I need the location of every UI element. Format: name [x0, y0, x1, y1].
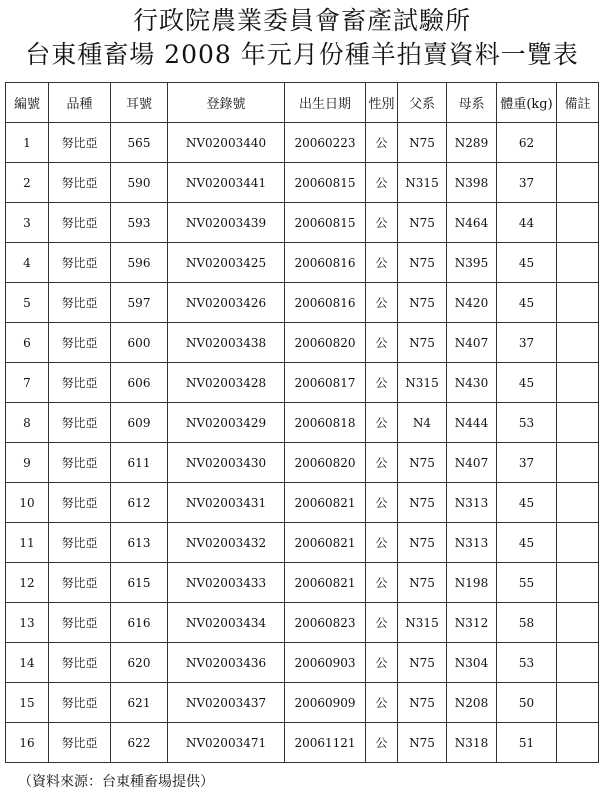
cell-number: 8	[6, 403, 49, 443]
table-row	[6, 523, 599, 563]
cell-dam: N198	[447, 563, 497, 603]
cell-sex: 公	[366, 523, 398, 563]
cell-weight: 37	[497, 323, 557, 363]
cell-number: 10	[6, 483, 49, 523]
cell-ear-tag: 606	[111, 363, 168, 403]
cell-weight: 37	[497, 443, 557, 483]
cell-weight: 45	[497, 483, 557, 523]
cell-dam: N430	[447, 363, 497, 403]
cell-number: 3	[6, 203, 49, 243]
cell-number: 14	[6, 643, 49, 683]
cell-registration: NV02003471	[168, 723, 285, 763]
cell-dam: N289	[447, 123, 497, 163]
cell-weight: 55	[497, 563, 557, 603]
col-header-number: 編號	[6, 83, 49, 123]
table-row	[6, 643, 599, 683]
cell-weight: 53	[497, 643, 557, 683]
cell-sex: 公	[366, 203, 398, 243]
cell-registration: NV02003441	[168, 163, 285, 203]
cell-number: 11	[6, 523, 49, 563]
cell-number: 1	[6, 123, 49, 163]
cell-breed: 努比亞	[49, 123, 111, 163]
cell-breed: 努比亞	[49, 243, 111, 283]
cell-sex: 公	[366, 603, 398, 643]
cell-registration: NV02003426	[168, 283, 285, 323]
cell-ear-tag: 621	[111, 683, 168, 723]
cell-birth-date: 20060223	[285, 123, 366, 163]
cell-number: 12	[6, 563, 49, 603]
cell-breed: 努比亞	[49, 163, 111, 203]
cell-number: 9	[6, 443, 49, 483]
cell-remarks	[557, 483, 599, 523]
cell-registration: NV02003440	[168, 123, 285, 163]
cell-breed: 努比亞	[49, 723, 111, 763]
table-row	[6, 363, 599, 403]
col-header-ear-tag: 耳號	[111, 83, 168, 123]
cell-sex: 公	[366, 163, 398, 203]
cell-birth-date: 20060820	[285, 323, 366, 363]
cell-dam: N208	[447, 683, 497, 723]
cell-sex: 公	[366, 403, 398, 443]
cell-breed: 努比亞	[49, 323, 111, 363]
cell-birth-date: 20060903	[285, 643, 366, 683]
table-row	[6, 603, 599, 643]
cell-registration: NV02003434	[168, 603, 285, 643]
cell-dam: N313	[447, 523, 497, 563]
cell-registration: NV02003432	[168, 523, 285, 563]
cell-sire: N315	[398, 363, 447, 403]
cell-sex: 公	[366, 363, 398, 403]
cell-breed: 努比亞	[49, 403, 111, 443]
cell-dam: N464	[447, 203, 497, 243]
cell-dam: N312	[447, 603, 497, 643]
cell-breed: 努比亞	[49, 603, 111, 643]
cell-remarks	[557, 323, 599, 363]
cell-breed: 努比亞	[49, 483, 111, 523]
cell-dam: N420	[447, 283, 497, 323]
table-row	[6, 403, 599, 443]
header-row	[6, 83, 599, 123]
table-row	[6, 163, 599, 203]
document-title: 行政院農業委員會畜產試驗所	[132, 6, 471, 35]
cell-sex: 公	[366, 123, 398, 163]
col-header-sex: 性別	[366, 83, 398, 123]
cell-breed: 努比亞	[49, 203, 111, 243]
cell-number: 13	[6, 603, 49, 643]
cell-breed: 努比亞	[49, 523, 111, 563]
col-header-registration: 登錄號	[168, 83, 285, 123]
cell-remarks	[557, 163, 599, 203]
cell-birth-date: 20061121	[285, 723, 366, 763]
cell-registration: NV02003437	[168, 683, 285, 723]
col-header-breed: 品種	[49, 83, 111, 123]
cell-remarks	[557, 283, 599, 323]
cell-registration: NV02003431	[168, 483, 285, 523]
cell-ear-tag: 600	[111, 323, 168, 363]
cell-ear-tag: 613	[111, 523, 168, 563]
col-header-birth-date: 出生日期	[285, 83, 366, 123]
table-row	[6, 243, 599, 283]
table-row	[6, 483, 599, 523]
cell-registration: NV02003428	[168, 363, 285, 403]
col-header-dam: 母系	[447, 83, 497, 123]
cell-sire: N75	[398, 323, 447, 363]
cell-remarks	[557, 683, 599, 723]
cell-breed: 努比亞	[49, 683, 111, 723]
cell-weight: 45	[497, 283, 557, 323]
document-subtitle: 台東種畜場 2008 年元月份種羊拍賣資料一覽表	[25, 40, 579, 69]
cell-number: 6	[6, 323, 49, 363]
source-footnote: （資料來源：台東種畜場提供）	[18, 774, 214, 790]
cell-sex: 公	[366, 323, 398, 363]
cell-dam: N407	[447, 323, 497, 363]
cell-weight: 45	[497, 523, 557, 563]
col-header-sire: 父系	[398, 83, 447, 123]
table-row	[6, 683, 599, 723]
cell-birth-date: 20060909	[285, 683, 366, 723]
cell-sire: N75	[398, 643, 447, 683]
cell-birth-date: 20060815	[285, 203, 366, 243]
cell-dam: N395	[447, 243, 497, 283]
cell-ear-tag: 615	[111, 563, 168, 603]
table-row	[6, 723, 599, 763]
cell-weight: 50	[497, 683, 557, 723]
cell-dam: N398	[447, 163, 497, 203]
cell-sex: 公	[366, 683, 398, 723]
cell-number: 2	[6, 163, 49, 203]
cell-sire: N315	[398, 163, 447, 203]
cell-registration: NV02003429	[168, 403, 285, 443]
cell-breed: 努比亞	[49, 643, 111, 683]
cell-sire: N75	[398, 123, 447, 163]
cell-remarks	[557, 443, 599, 483]
table-body	[6, 123, 599, 763]
col-header-weight: 體重(kg)	[497, 83, 557, 123]
cell-dam: N304	[447, 643, 497, 683]
cell-sire: N75	[398, 483, 447, 523]
cell-registration: NV02003436	[168, 643, 285, 683]
cell-number: 7	[6, 363, 49, 403]
cell-sex: 公	[366, 723, 398, 763]
cell-sire: N75	[398, 443, 447, 483]
cell-ear-tag: 597	[111, 283, 168, 323]
cell-sex: 公	[366, 563, 398, 603]
cell-birth-date: 20060816	[285, 283, 366, 323]
cell-breed: 努比亞	[49, 563, 111, 603]
cell-remarks	[557, 523, 599, 563]
cell-birth-date: 20060821	[285, 523, 366, 563]
cell-dam: N444	[447, 403, 497, 443]
cell-remarks	[557, 643, 599, 683]
cell-birth-date: 20060820	[285, 443, 366, 483]
cell-sire: N75	[398, 283, 447, 323]
auction-table	[5, 82, 599, 763]
cell-sex: 公	[366, 243, 398, 283]
cell-sire: N75	[398, 523, 447, 563]
cell-ear-tag: 616	[111, 603, 168, 643]
cell-sire: N75	[398, 203, 447, 243]
cell-ear-tag: 620	[111, 643, 168, 683]
cell-weight: 37	[497, 163, 557, 203]
cell-ear-tag: 596	[111, 243, 168, 283]
cell-ear-tag: 565	[111, 123, 168, 163]
cell-breed: 努比亞	[49, 443, 111, 483]
cell-remarks	[557, 603, 599, 643]
cell-registration: NV02003433	[168, 563, 285, 603]
cell-sire: N315	[398, 603, 447, 643]
cell-sire: N75	[398, 723, 447, 763]
table-row	[6, 203, 599, 243]
cell-ear-tag: 593	[111, 203, 168, 243]
cell-ear-tag: 622	[111, 723, 168, 763]
cell-remarks	[557, 363, 599, 403]
cell-registration: NV02003438	[168, 323, 285, 363]
cell-weight: 58	[497, 603, 557, 643]
cell-registration: NV02003439	[168, 203, 285, 243]
cell-ear-tag: 590	[111, 163, 168, 203]
cell-weight: 44	[497, 203, 557, 243]
cell-remarks	[557, 403, 599, 443]
cell-ear-tag: 609	[111, 403, 168, 443]
cell-breed: 努比亞	[49, 363, 111, 403]
table-row	[6, 123, 599, 163]
cell-remarks	[557, 563, 599, 603]
table-row	[6, 283, 599, 323]
cell-weight: 45	[497, 243, 557, 283]
cell-birth-date: 20060821	[285, 563, 366, 603]
cell-sire: N4	[398, 403, 447, 443]
cell-breed: 努比亞	[49, 283, 111, 323]
cell-dam: N318	[447, 723, 497, 763]
cell-ear-tag: 611	[111, 443, 168, 483]
table-row	[6, 443, 599, 483]
cell-registration: NV02003425	[168, 243, 285, 283]
cell-birth-date: 20060817	[285, 363, 366, 403]
cell-birth-date: 20060818	[285, 403, 366, 443]
cell-remarks	[557, 243, 599, 283]
cell-sex: 公	[366, 483, 398, 523]
cell-dam: N407	[447, 443, 497, 483]
cell-sex: 公	[366, 643, 398, 683]
cell-weight: 62	[497, 123, 557, 163]
cell-remarks	[557, 203, 599, 243]
cell-sex: 公	[366, 443, 398, 483]
cell-birth-date: 20060815	[285, 163, 366, 203]
cell-sex: 公	[366, 283, 398, 323]
cell-weight: 51	[497, 723, 557, 763]
cell-registration: NV02003430	[168, 443, 285, 483]
cell-sire: N75	[398, 563, 447, 603]
cell-birth-date: 20060821	[285, 483, 366, 523]
cell-birth-date: 20060823	[285, 603, 366, 643]
cell-number: 16	[6, 723, 49, 763]
cell-remarks	[557, 123, 599, 163]
cell-birth-date: 20060816	[285, 243, 366, 283]
cell-dam: N313	[447, 483, 497, 523]
cell-remarks	[557, 723, 599, 763]
col-header-remarks: 備註	[557, 83, 599, 123]
cell-ear-tag: 612	[111, 483, 168, 523]
cell-sire: N75	[398, 683, 447, 723]
cell-number: 4	[6, 243, 49, 283]
cell-sire: N75	[398, 243, 447, 283]
cell-number: 15	[6, 683, 49, 723]
cell-weight: 45	[497, 363, 557, 403]
table-row	[6, 323, 599, 363]
table-row	[6, 563, 599, 603]
cell-weight: 53	[497, 403, 557, 443]
cell-number: 5	[6, 283, 49, 323]
